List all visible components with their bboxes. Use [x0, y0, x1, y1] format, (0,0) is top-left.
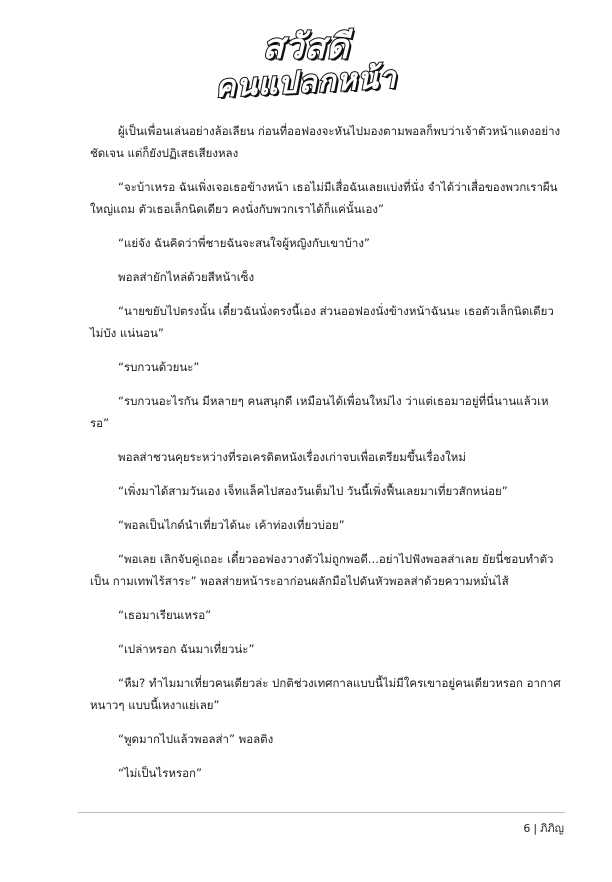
page-footer — [523, 819, 564, 837]
paragraph: “แย่จัง ฉันคิดว่าพี่ชายฉันจะสนใจผู้หญิงกับเขาบ้าง” — [118, 236, 370, 250]
paragraph: พอลส่ายักไหล่ด้วยสีหน้าเซ็ง — [118, 270, 255, 284]
paragraph: “นายขยับไปตรงนั้น เดี๋ยวฉันนั่งตรงนี้เอง ส่วนออฟองนั่งข้างหน้าฉันนะ เธอตัวเล็กนิดเดียว ไม่บัง แน่นอน” — [90, 304, 554, 340]
footer-divider — [78, 812, 565, 813]
paragraph: “รบกวนด้วยนะ” — [118, 360, 200, 374]
paragraph: พอลส่าชวนคุยระหว่างที่รอเครดิตหนังเรื่องเก่าจบเพื่อเตรียมขึ้นเรื่องใหม่ — [118, 450, 466, 464]
paragraph: “พอเลย เลิกจับคู่เถอะ เดี๋ยวออฟองวางตัวไม่ถูกพอดี...อย่าไปฟังพอลส่าเลย ยัยนี่ชอบทำตัวเป็น กามเทพไร้สาระ” พอลส่ายหน้าระอาก่อนผลักมือไปดันหัวพอลส่าด้วยความหมั่นไส้ — [90, 552, 554, 588]
footer-separator: | — [533, 822, 538, 835]
paragraph: “พูดมากไปแล้วพอลส่า” พอลติง — [118, 732, 274, 746]
paragraph: “พอลเป็นไกด์นำเที่ยวได้นะ เค้าท่องเที่ยวบ่อย” — [118, 518, 345, 532]
paragraph: ผู้เป็นเพื่อนเล่นอย่างล้อเลียน ก่อนที่ออฟองจะหันไปมองตามพอลก็พบว่าเจ้าตัวหน้าแดงอย่างชัดเจน แต่ก็ยังปฏิเสธเสียงหลง — [90, 124, 561, 160]
paragraph: “ไม่เป็นไรหรอก” — [118, 766, 202, 780]
paragraph: “เธอมาเรียนเหรอ” — [118, 608, 212, 622]
author-name: ภิภิญ — [540, 822, 564, 835]
paragraph: “หืม? ทำไมมาเที่ยวคนเดียวล่ะ ปกติช่วงเทศกาลแบบนี้ไม่มีใครเขาอยู่คนเดียวหรอก อากาศหนาวๆ แบบนี้เหงาแย่เลย” — [90, 676, 561, 712]
page-number: 6 — [523, 822, 531, 835]
paragraph: “เพิ่งมาได้สามวันเอง เจ็ทแล็คไปสองวันเต็มไป วันนี้เพิ่งฟื้นเลยมาเที่ยวสักหน่อย” — [118, 484, 508, 498]
paragraph: “จะบ้าเหรอ ฉันเพิ่งเจอเธอข้างหน้า เธอไม่มีเสื่อฉันเลยแบ่งที่นั่ง จำได้ว่าเสื่อของพวกเราผืนใหญ่แถม ตัวเธอเล็กนิดเดียว คงนั่งกับพวกเราได้ก็แค่นั้นเอง” — [90, 180, 558, 216]
title-logo-line1: สวัสดี — [262, 27, 350, 67]
title-logo-line2: คนแปลกหน้า — [214, 60, 398, 105]
paragraph: “เปล่าหรอก ฉันมาเที่ยวน่ะ” — [118, 642, 255, 656]
body-text — [90, 120, 562, 796]
paragraph: “รบกวนอะไรกัน มีหลายๆ คนสนุกดี เหมือนได้เพื่อนใหม่ไง ว่าแต่เธอมาอยู่ที่นี่นานแล้วเหรอ” — [90, 394, 549, 430]
